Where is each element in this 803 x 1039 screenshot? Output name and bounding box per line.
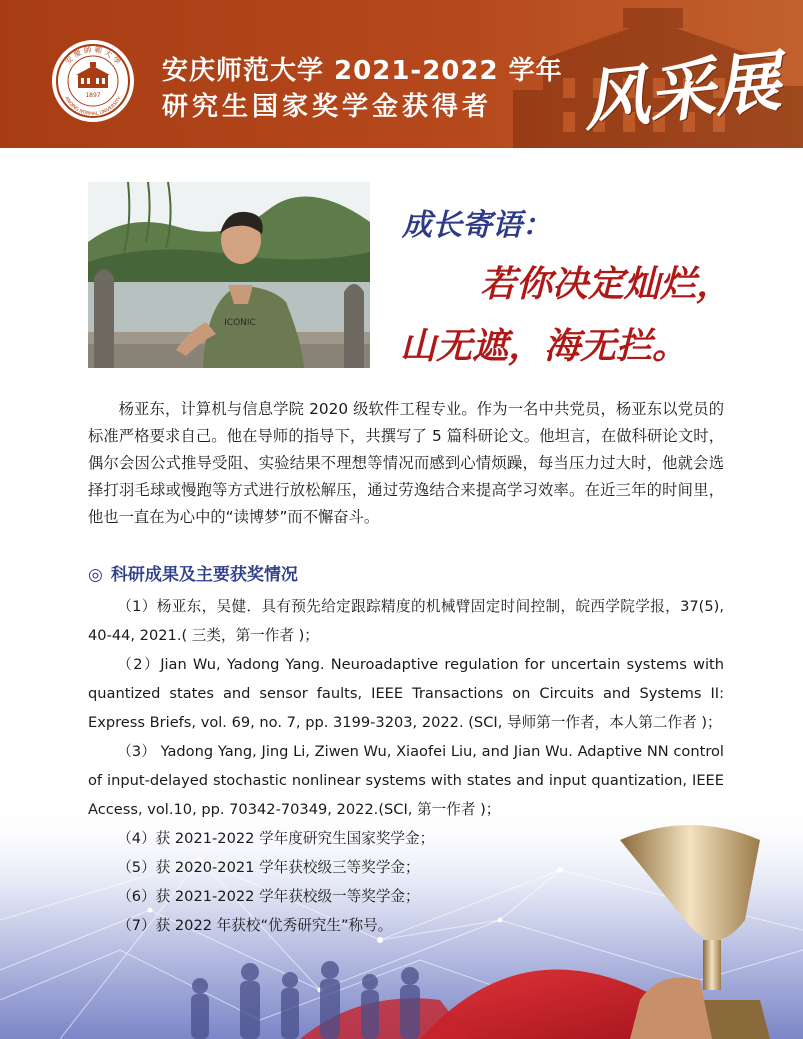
motto-line-2: 山无遮，海无拦。	[400, 325, 689, 367]
svg-text:ICONIC: ICONIC	[224, 318, 256, 328]
list-item: （5）获 2020-2021 学年获校级三等奖学金；	[117, 859, 420, 876]
page-header	[0, 0, 803, 148]
university-logo	[52, 40, 134, 122]
logo-top-text: 安 慶 師 範 大 學	[63, 44, 123, 67]
list-item: （1）杨亚东，吴健．具有预先给定跟踪精度的机械臂固定时间控制，皖西学院学报，37(5), 40-44, 2021.( 三类，第一作者 )；	[88, 598, 724, 644]
achievement-list	[88, 592, 724, 940]
student-bio: 杨亚东，计算机与信息学院 2020 级软件工程专业。作为一名中共党员，杨亚东以党员的标准严格要求自己。他在导师的指导下，共撰写了 5 篇科研论文。他坦言，在做科研论文时，偶尔会因公式推导受阻、实验结果不理想等情况而感到心情烦躁，每当压力过大时，他就会选择打羽毛球或慢跑等方式进行放松解压，通过劳逸结合来提高学习效率。在近三年的时间里，他也一直在为心中的“读博梦”而不懈奋斗。	[88, 400, 724, 526]
header-title-line1: 安庆师范大学 2021-2022 学年	[162, 56, 563, 86]
list-item: （4）获 2021-2022 学年度研究生国家奖学金；	[117, 830, 435, 847]
section-title-text: 科研成果及主要获奖情况	[110, 565, 298, 585]
list-item: （7）获 2022 年获校“优秀研究生”称号。	[117, 917, 393, 934]
logo-bottom-text: ANQING NORMAL UNIVERSITY	[63, 96, 123, 118]
list-item: （3） Yadong Yang, Jing Li, Ziwen Wu, Xiaofei Liu, and Jian Wu. Adaptive NN control of input-delayed stochastic nonlinear systems with states and input quantization, IEEE Access, vol.10, pp. 70342-70349, 2022.(SCI, 第一作者 )；	[88, 743, 724, 818]
list-item: （6）获 2021-2022 学年获校级一等奖学金；	[117, 888, 420, 905]
student-photo	[88, 182, 370, 368]
section-title	[88, 560, 298, 585]
motto-line-1: 若你决定灿烂，	[480, 263, 733, 305]
logo-year: 1897	[85, 92, 101, 99]
feature-title: 风采展	[579, 41, 785, 141]
list-item: （2）Jian Wu, Yadong Yang. Neuroadaptive regulation for uncertain systems with quantized states and sensor faults, IEEE Transactions on Circuits and Systems II: Express Briefs, vol. 69, no. 7, pp. 3199-3203, 2022. (SCI, 导师第一作者，本人第二作者 )；	[88, 656, 724, 731]
motto-heading: 成长寄语：	[402, 208, 552, 243]
header-title-line2: 研究生国家奖学金获得者	[162, 92, 493, 122]
circle-bullet-icon: ◎	[88, 565, 103, 585]
